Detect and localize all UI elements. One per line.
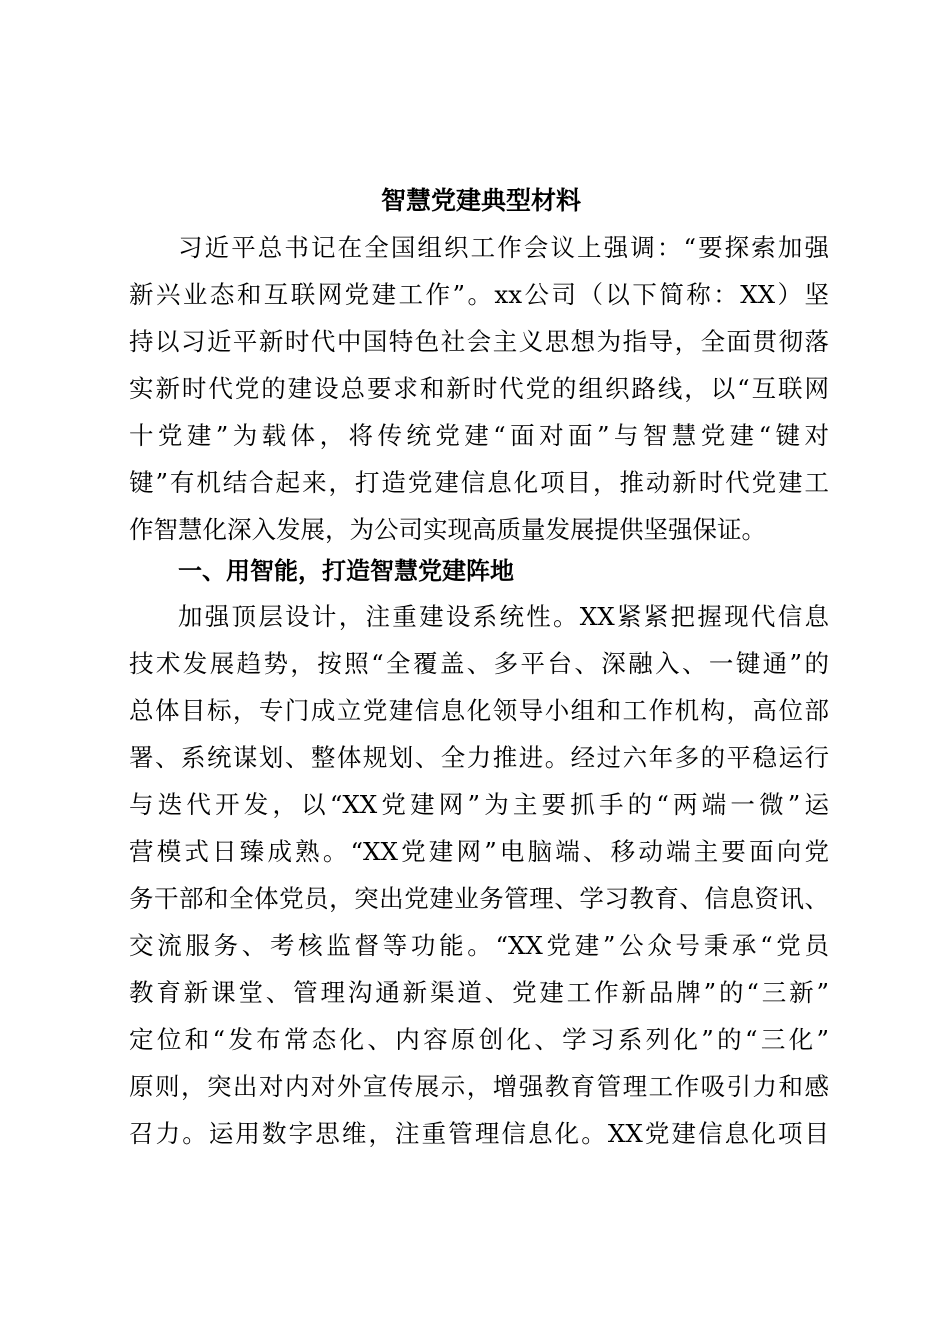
- document-title: 智慧党建典型材料: [380, 186, 581, 215]
- section-1-line-1: 加强顶层设计，注重建设系统性。XX紧紧把握现代信息: [178, 602, 829, 631]
- section-1-line-3: 总体目标，专门成立党建信息化领导小组和工作机构，高位部: [129, 696, 829, 725]
- section-1-line-7: 务干部和全体党员，突出党建业务管理、学习教育、信息资讯、: [129, 884, 829, 913]
- section-1-line-4: 署、系统谋划、整体规划、全力推进。经过六年多的平稳运行: [129, 743, 829, 772]
- intro-line-5: 十党建”为载体，将传统党建“面对面”与智慧党建“键对: [129, 421, 829, 450]
- intro-line-3: 持以习近平新时代中国特色社会主义思想为指导，全面贯彻落: [129, 327, 829, 356]
- section-1-line-5: 与迭代开发，以“XX党建网”为主要抓手的“两端一微”运: [129, 790, 829, 819]
- section-1-line-10: 定位和“发布常态化、内容原创化、学习系列化”的“三化”: [129, 1025, 829, 1054]
- intro-line-2: 新兴业态和互联网党建工作”。xx公司（以下简称：XX）坚: [129, 280, 829, 309]
- section-1-line-6: 营模式日臻成熟。“XX党建网”电脑端、移动端主要面向党: [129, 837, 829, 866]
- section-1-line-12: 召力。运用数字思维，注重管理信息化。XX党建信息化项目: [129, 1119, 829, 1148]
- intro-line-1: 习近平总书记在全国组织工作会议上强调：“要探索加强: [178, 233, 829, 262]
- section-1-line-11: 原则，突出对内对外宣传展示，增强教育管理工作吸引力和感: [129, 1072, 829, 1101]
- intro-line-7: 作智慧化深入发展，为公司实现高质量发展提供坚强保证。: [129, 515, 766, 544]
- section-1-line-9: 教育新课堂、管理沟通新渠道、党建工作新品牌”的“三新”: [129, 978, 829, 1007]
- section-heading-1: 一、用智能，打造智慧党建阵地: [178, 557, 514, 585]
- section-1-line-8: 交流服务、考核监督等功能。“XX党建”公众号秉承“党员: [129, 931, 829, 960]
- intro-line-4: 实新时代党的建设总要求和新时代党的组织路线，以“互联网: [129, 374, 829, 403]
- intro-line-6: 键”有机结合起来，打造党建信息化项目，推动新时代党建工: [129, 468, 829, 497]
- section-1-line-2: 技术发展趋势，按照“全覆盖、多平台、深融入、一键通”的: [129, 649, 829, 678]
